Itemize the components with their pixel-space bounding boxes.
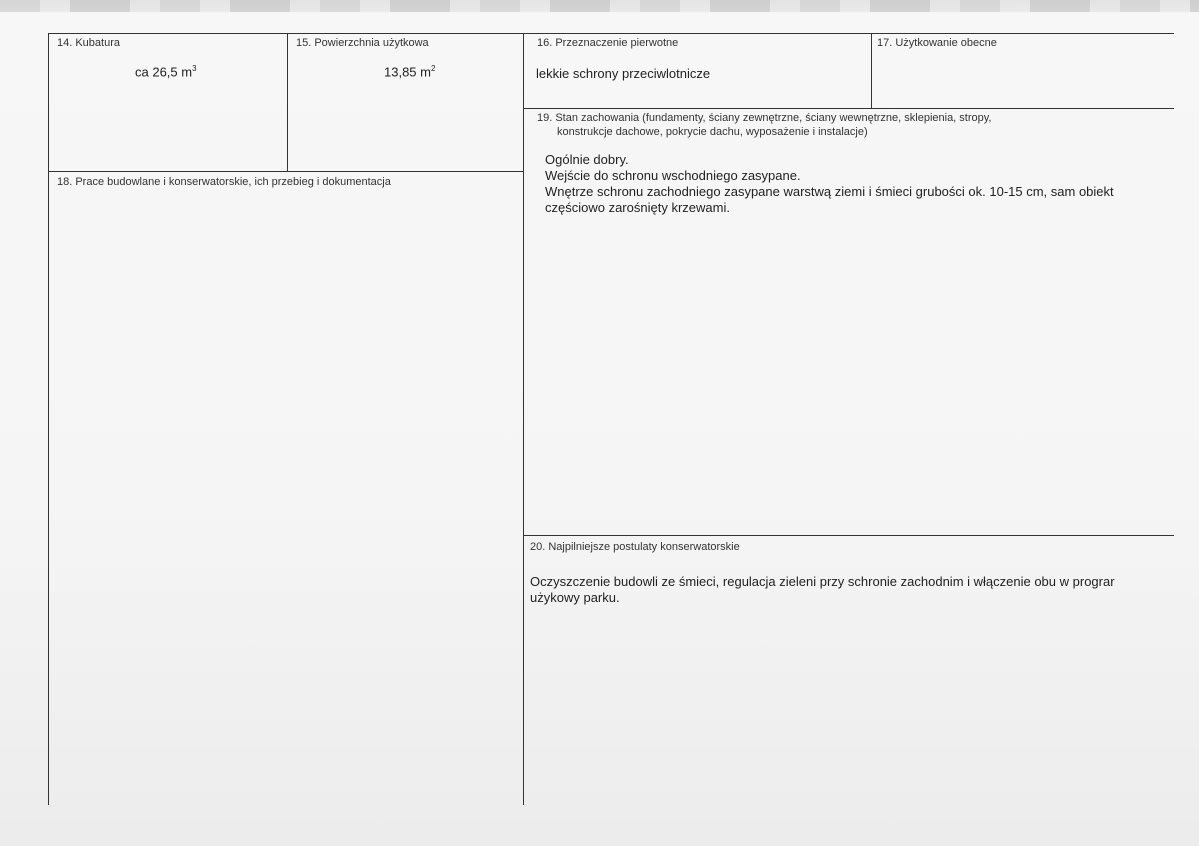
field-19-label-line1: 19. Stan zachowania (fundamenty, ściany zewnętrzne, ściany wewnętrzne, sklepienia, stropy,	[537, 112, 992, 124]
field-20-text	[530, 574, 1170, 606]
field-14-value: ca 26,5 $m^3$	[135, 64, 197, 80]
field-16-value: lekkie schrony przeciwlotnicze	[536, 66, 711, 81]
field-20-line-2: użykowy parku.	[530, 590, 620, 605]
row-divider-19-20	[523, 535, 1174, 536]
field-20-line-1: Oczyszczenie budowli ze śmieci, regulacja zieleni przy schronie zachodnim i włączenie obu w prograr	[530, 574, 1115, 589]
field-14-label: 14. Kubatura	[57, 37, 120, 49]
field-19-line-1: Ogólnie dobry.	[545, 152, 629, 167]
field-15-value: 13,85 $m^2$	[384, 64, 436, 80]
field-19-text	[545, 152, 1170, 216]
row-divider-16-19	[523, 108, 1174, 109]
top-border	[48, 33, 1174, 34]
field-19-line-2: Wejście do schronu wschodniego zasypane.	[545, 168, 801, 183]
field-16-label: 16. Przeznaczenie pierwotne	[537, 37, 679, 49]
divider-16-17	[871, 33, 872, 108]
field-19-label-line2: konstrukcje dachowe, pokrycie dachu, wyposażenie i instalacje)	[557, 126, 868, 138]
field-15-label: 15. Powierzchnia użytkowa	[296, 37, 429, 49]
center-divider	[523, 33, 524, 805]
field-19-line-3: Wnętrze schronu zachodniego zasypane warstwą ziemi i śmieci grubości ok. 10-15 cm, sam obiekt	[545, 184, 1114, 199]
field-17-label: 17. Użytkowanie obecne	[877, 37, 997, 49]
divider-14-15	[287, 33, 288, 171]
scan-edge	[0, 0, 1199, 12]
field-18-label: 18. Prace budowlane i konserwatorskie, ich przebieg i dokumentacja	[57, 176, 391, 188]
field-19-line-4: częściowo zarośnięty krzewami.	[545, 200, 730, 215]
field-20-label: 20. Najpilniejsze postulaty konserwatorskie	[530, 541, 740, 553]
row-divider-14-18	[48, 171, 523, 172]
left-border	[48, 33, 49, 805]
